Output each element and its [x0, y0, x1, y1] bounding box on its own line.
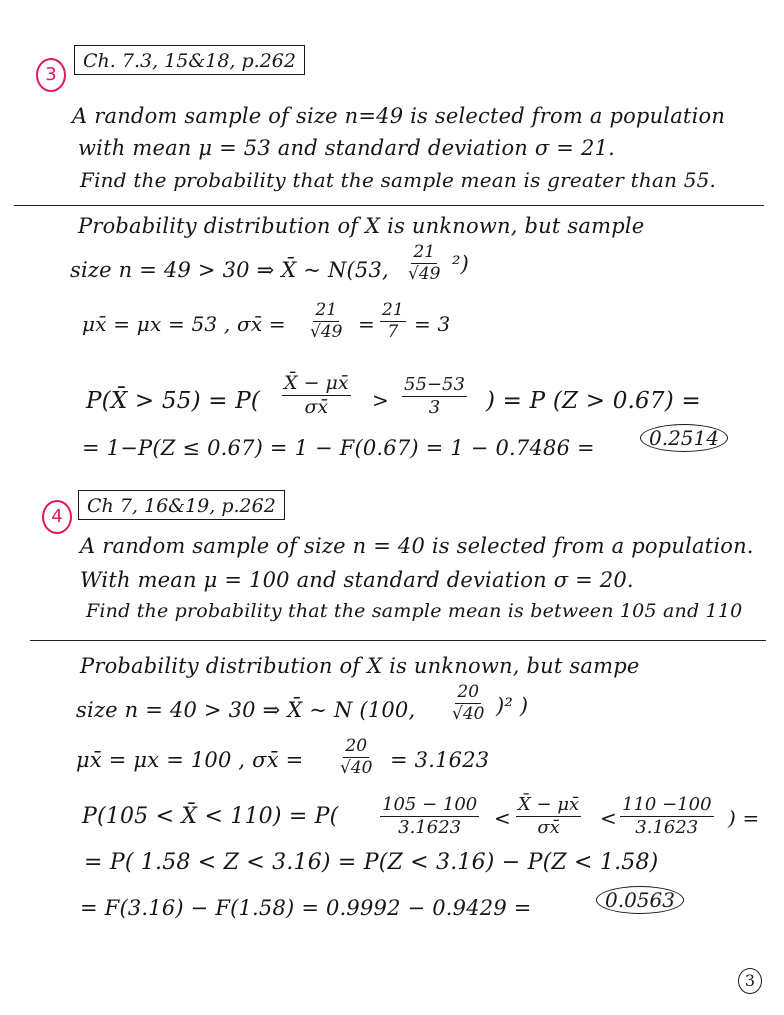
problem-3-statement-line-3: Find the probability that the sample mean is greater than 55. [80, 168, 717, 192]
problem-4-solution-line-5: = P( 1.58 < Z < 3.16) = P(Z < 3.16) − P(Z < 1.58) [84, 850, 659, 875]
problem-3-z-value-fraction-numerator: 55−53 [404, 374, 465, 395]
problem-4-sigma-fraction-numerator: 20 [345, 736, 368, 756]
problem-4-statement-line-3: Find the probability that the sample mean is between 105 and 110 [86, 600, 743, 622]
problem-4-variance-fraction-numerator: 20 [457, 682, 480, 702]
problem-4-standardize-fraction [516, 796, 581, 837]
problem-4-solution-line-2-prefix: size n = 40 > 30 ⇒ X̄ ~ N (100, [76, 698, 416, 722]
problem-4-solution-line-2-suffix: )² ) [496, 694, 529, 718]
problem-4-final-answer: 0.0563 [596, 886, 684, 914]
problem-4-divider [30, 640, 766, 641]
problem-3-solution-line-3-equals: = [358, 312, 375, 336]
problem-4-solution-line-4-prefix: P(105 < X̄ < 110) = P( [82, 804, 339, 829]
problem-3-solution-line-3-prefix: μx̄ = μx = 53 , σx̄ = [82, 312, 286, 336]
problem-3-variance-fraction-numerator: 21 [413, 242, 436, 262]
problem-3-solution-line-4-gt: > [372, 388, 389, 412]
problem-4-statement-line-2: With mean μ = 100 and standard deviation σ = 20. [80, 568, 634, 592]
problem-3-divider [14, 205, 764, 206]
problem-4-solution-line-4-suffix: ) = [728, 806, 760, 830]
problem-3-sigma-fraction-1-numerator: 21 [315, 300, 338, 320]
problem-3-sigma-fraction-2-denominator: 7 [387, 322, 399, 342]
problem-3-sigma-fraction-2 [380, 302, 406, 341]
problem-4-number-badge: 4 [42, 500, 72, 534]
problem-4-reference: Ch 7, 16&19, p.262 [78, 490, 285, 520]
problem-3-sigma-fraction-2-numerator: 21 [382, 300, 404, 320]
problem-3-z-value-fraction-denominator: 3 [428, 397, 441, 418]
problem-4-lower-bound-fraction-numerator: 105 − 100 [382, 794, 478, 815]
problem-4-variance-fraction [452, 684, 484, 723]
problem-3-statement-line-1: A random sample of size n=49 is selected from a population [72, 104, 726, 128]
problem-4-sigma-fraction-denominator: √40 [340, 758, 373, 778]
problem-4-sigma-fraction [340, 738, 372, 777]
page-number: 3 [738, 968, 762, 994]
problem-4-statement-line-1: A random sample of size n = 40 is selected from a population. [80, 534, 754, 558]
problem-3-standardize-fraction [282, 374, 351, 417]
problem-3-standardize-fraction-denominator: σx̄ [304, 396, 329, 418]
problem-4-upper-bound-fraction [620, 796, 714, 837]
problem-3-solution-line-1: Probability distribution of X is unknown, but sample [78, 214, 645, 238]
problem-4-solution-line-4-lt-1: < [494, 806, 511, 830]
problem-3-statement-line-2: with mean μ = 53 and standard deviation σ = 21. [78, 136, 615, 160]
problem-4-solution-line-6: = F(3.16) − F(1.58) = 0.9992 − 0.9429 = [80, 896, 532, 920]
problem-3-sigma-fraction-1-denominator: √49 [310, 322, 343, 342]
problem-3-reference: Ch. 7.3, 15&18, p.262 [74, 45, 305, 75]
problem-4-variance-fraction-denominator: √40 [452, 704, 485, 724]
problem-3-standardize-fraction-numerator: X̄ − μx̄ [284, 372, 349, 394]
problem-3-variance-fraction-denominator: √49 [408, 264, 441, 284]
problem-4-standardize-fraction-denominator: σx̄ [537, 817, 560, 838]
problem-3-variance-fraction [408, 244, 440, 283]
problem-4-solution-line-4-lt-2: < [600, 806, 617, 830]
problem-3-solution-line-3-suffix: = 3 [414, 312, 451, 336]
problem-3-solution-line-5: = 1−P(Z ≤ 0.67) = 1 − F(0.67) = 1 − 0.7486 = [82, 436, 595, 460]
problem-4-lower-bound-fraction-denominator: 3.1623 [398, 817, 462, 838]
problem-3-solution-line-2-prefix: size n = 49 > 30 ⇒ X̄ ~ N(53, [70, 258, 389, 282]
problem-3-solution-line-4-suffix: ) = P (Z > 0.67) = [486, 388, 701, 414]
problem-4-lower-bound-fraction [380, 796, 479, 837]
problem-4-solution-line-3-prefix: μx̄ = μx = 100 , σx̄ = [76, 748, 304, 772]
problem-4-upper-bound-fraction-numerator: 110 −100 [622, 794, 712, 815]
problem-3-number-badge: 3 [36, 58, 66, 92]
problem-4-solution-line-3-suffix: = 3.1623 [390, 748, 490, 772]
problem-3-final-answer: 0.2514 [640, 424, 728, 452]
problem-3-z-value-fraction [402, 376, 467, 417]
problem-4-standardize-fraction-numerator: X̄ − μx̄ [518, 794, 580, 815]
problem-4-solution-line-1: Probability distribution of X is unknown, but sampe [80, 654, 640, 678]
problem-3-solution-line-2-suffix: ²) [452, 252, 470, 276]
problem-4-upper-bound-fraction-denominator: 3.1623 [635, 817, 699, 838]
problem-3-solution-line-4-prefix: P(X̄ > 55) = P( [86, 388, 261, 414]
problem-3-sigma-fraction-1 [310, 302, 342, 341]
